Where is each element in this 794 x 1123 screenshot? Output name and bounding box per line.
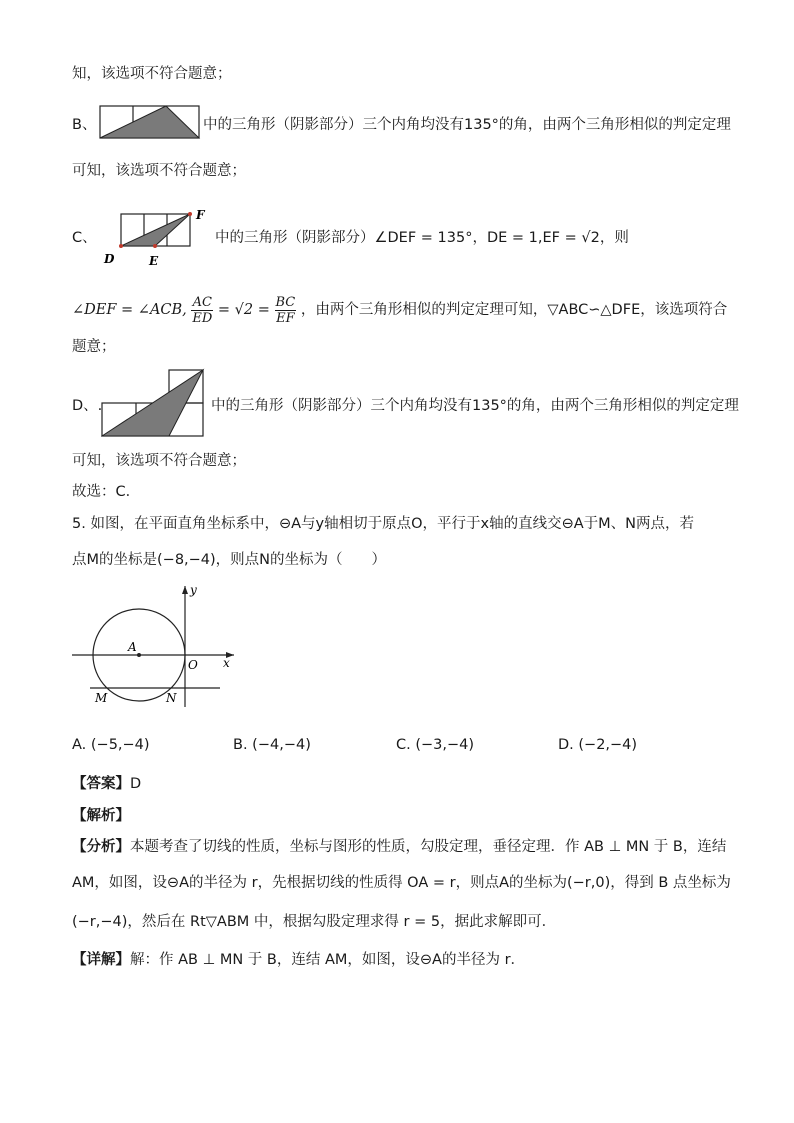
label-f: F xyxy=(196,208,205,222)
analysis-title: 【解析】 xyxy=(72,808,130,824)
continuation-line: 知，该选项不符合题意； xyxy=(72,66,232,82)
option-b-label: B、 xyxy=(72,117,97,133)
label-e: E xyxy=(149,254,159,268)
option-d-cont: 可知，该选项不符合题意； xyxy=(72,453,246,469)
answer-line: 【答案】D xyxy=(72,776,142,792)
option-b-cont: 可知，该选项不符合题意； xyxy=(72,163,246,179)
choice-c: C. (−3,−4) xyxy=(396,737,475,753)
q5-stem-line1: 5. 如图，在平面直角坐标系中，⊖A与y轴相切于原点O，平行于x轴的直线交⊖A于M、N两点，若 xyxy=(72,516,695,532)
option-d-label: D、. xyxy=(72,398,103,414)
label-n: N xyxy=(166,691,177,705)
analysis-line1: 【分析】本题考查了切线的性质，坐标与图形的性质，勾股定理，垂径定理．作 AB ⊥ MN 于 B，连结 xyxy=(72,839,727,855)
option-d-text: 中的三角形（阴影部分）三个内角均没有135°的角，由两个三角形相似的判定定理 xyxy=(211,398,739,414)
option-b-figure xyxy=(99,105,203,139)
option-c-label: C、 xyxy=(72,230,97,246)
analysis-line3: (−r,−4)，然后在 Rt▽ABM 中，根据勾股定理求得 r = 5，据此求解即可． xyxy=(72,914,557,930)
option-c-cont: 题意； xyxy=(72,339,116,355)
label-a: A xyxy=(128,640,137,654)
label-m: M xyxy=(95,691,108,705)
label-x: x xyxy=(223,656,230,670)
option-b-text: 中的三角形（阴影部分）三个内角均没有135°的角，由两个三角形相似的判定定理 xyxy=(203,117,731,133)
analysis-line2: AM，如图，设⊖A的半径为 r，先根据切线的性质得 OA = r，则点A的坐标为(−r,0)，得到 B 点坐标为 xyxy=(72,875,731,891)
label-y: y xyxy=(190,584,197,597)
choice-a: A. (−5,−4) xyxy=(72,737,150,753)
choice-d: D. (−2,−4) xyxy=(558,737,638,753)
label-d: D xyxy=(104,252,115,266)
label-o: O xyxy=(188,658,198,672)
conclusion: 故选：C． xyxy=(72,484,141,500)
choice-b: B. (−4,−4) xyxy=(233,737,311,753)
option-c-text: 中的三角形（阴影部分）∠DEF = 135°，DE = 1,EF = √2，则 xyxy=(215,230,629,246)
option-c-figure xyxy=(100,206,212,270)
option-c-equation: ∠DEF = ∠ACB, $\frac{AC}{ED}$ = √2 = $\frac{BC}{EF}$ ，由两个三角形相似的判定定理可知，▽ABC∽△DFE，该选项符合 xyxy=(72,294,728,326)
q5-figure xyxy=(70,584,240,708)
q5-stem-line2: 点M的坐标是(−8,−4)，则点N的坐标为（ ） xyxy=(72,552,387,568)
option-d-figure xyxy=(101,368,207,440)
detail-line: 【详解】解：作 AB ⊥ MN 于 B，连结 AM，如图，设⊖A的半径为 r． xyxy=(72,952,526,968)
